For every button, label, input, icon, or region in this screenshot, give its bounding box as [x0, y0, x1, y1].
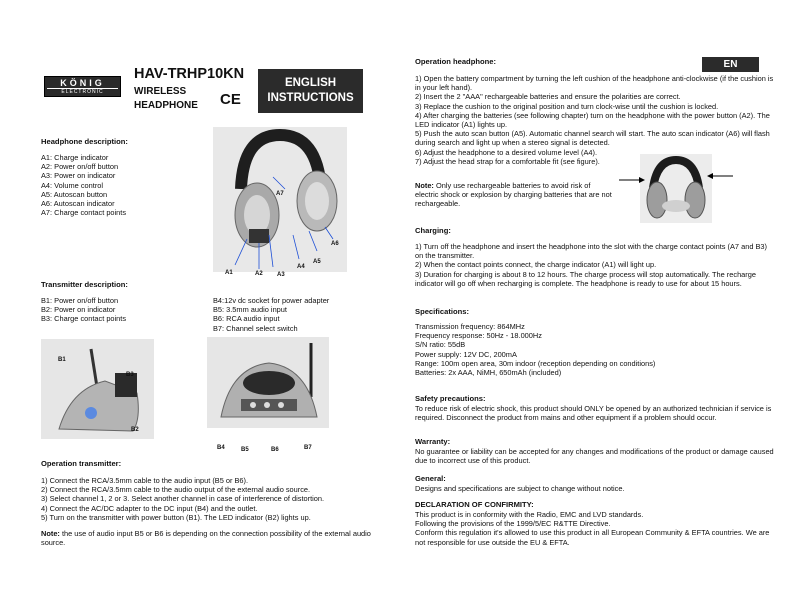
product-line2: HEADPHONE: [134, 100, 198, 111]
list-item: B1: Power on/off button: [41, 296, 119, 305]
transmitter-front-photo: [41, 339, 154, 439]
list-item: 3) Replace the cushion to the original position and turn clock-wise until the cushion is locked.: [415, 101, 719, 111]
model-number: HAV-TRHP10KN: [134, 66, 245, 82]
label-a6: A6: [331, 241, 339, 247]
note-label: Note:: [415, 181, 434, 190]
list-item: A3: Power on indicator: [41, 171, 116, 181]
transmitter-desc-left: [41, 296, 126, 324]
product-name: [134, 85, 198, 113]
list-item: B5: 3.5mm audio input: [213, 305, 287, 315]
label-a5: A5: [313, 259, 321, 265]
list-item: Frequency response: 50Hz - 18.000Hz: [415, 331, 542, 341]
label-b1: B1: [58, 357, 66, 363]
list-item: B4:12v dc socket for power adapter: [213, 296, 330, 305]
list-item: 1) Connect the RCA/3.5mm cable to the audio input (B5 or B6).: [41, 476, 249, 485]
list-item: A6: Autoscan indicator: [41, 199, 115, 209]
warranty-title: Warranty:: [415, 437, 451, 446]
list-item: Following the provisions of the 1999/5/EC R&TTE Directive.: [415, 519, 611, 529]
transmitter-desc-right: [213, 296, 329, 333]
label-b4: B4: [217, 445, 225, 451]
product-line1: WIRELESS: [134, 86, 187, 97]
list-item: S/N ratio: 55dB: [415, 340, 466, 350]
op-transmitter-title: Operation transmitter:: [41, 459, 122, 468]
list-item: 1) Open the battery compartment by turning the left cushion of the headphone anti-clockwise (if the cushion is in your left hand).: [415, 74, 774, 93]
specs-list: [415, 322, 655, 377]
list-item: Power supply: 12V DC, 200mA: [415, 349, 517, 359]
english-instructions-box: [258, 69, 363, 113]
list-item: 2) Insert the 2 "AAA" rechargeable batteries and ensure the polarities are correct.: [415, 92, 681, 102]
konig-logo: [44, 76, 121, 97]
list-item: Conform this regulation it's allowed to use this product in all European Community & EFTA countries. We are not responsible for use outside the EU & EFTA.: [415, 528, 770, 547]
list-item: 7) Adjust the head strap for a comfortable fit (see figure).: [415, 156, 600, 166]
list-item: A7: Charge contact points: [41, 208, 127, 218]
list-item: B2: Power on indicator: [41, 305, 116, 315]
conformity-text: [415, 510, 777, 547]
headphone-desc-title: Headphone description:: [41, 137, 128, 146]
label-b3: B3: [126, 372, 134, 378]
op-headphone-title: Operation headphone:: [415, 57, 497, 66]
op-transmitter-note: [41, 529, 386, 547]
safety-text: To reduce risk of electric shock, this product should ONLY be opened by an authorized technician if service is required. Disconnect the product from mains and other equipment if a problem should occur.: [415, 404, 772, 423]
label-a2: A2: [255, 271, 263, 277]
label-a3: A3: [277, 272, 285, 278]
warranty-text: No guarantee or liability can be accepted for any changes and modifications of the product or damage caused due to incorrect use of this product.: [415, 447, 774, 466]
transmitter-desc-title: Transmitter description:: [41, 280, 128, 289]
list-item: A2: Power on/off button: [41, 162, 119, 172]
general-title: General:: [415, 474, 446, 483]
headstrap-figure: [617, 154, 735, 223]
list-item: 2) Connect the RCA/3.5mm cable to the audio output of the external audio source.: [41, 485, 311, 495]
list-item: 4) After charging the batteries (see following chapter) turn on the headphone with the power button (A2). The LED indicator (A1) lights up.: [415, 110, 770, 130]
label-b5: B5: [241, 447, 249, 453]
transmitter-back-photo: [207, 337, 329, 428]
headphone-desc-list: [41, 153, 126, 217]
list-item: 3) Select channel 1, 2 or 3. Select another channel in case of interference of distortion.: [41, 494, 325, 504]
list-item: 5) Push the auto scan button (A5). Automatic channel search will start. The auto scan indicator (A6) will flash during search and light up when a stereo signal is detected.: [415, 129, 770, 148]
general-text: Designs and specifications are subject to change without notice.: [415, 484, 625, 493]
label-b2: B2: [131, 427, 139, 433]
list-item: Transmission frequency: 864MHz: [415, 322, 525, 331]
list-item: 4) Connect the AC/DC adapter to the DC input (B4) and the outlet.: [41, 503, 258, 513]
op-headphone-steps: [415, 74, 777, 166]
ce-mark: CE: [220, 91, 241, 108]
op-transmitter-steps: [41, 476, 324, 522]
safety-title: Safety precautions:: [415, 394, 486, 403]
label-a7: A7: [276, 191, 284, 197]
list-item: A4: Volume control: [41, 180, 104, 190]
list-item: B3: Charge contact points: [41, 314, 127, 324]
op-headphone-note: [415, 181, 613, 209]
note-text: the use of audio input B5 or B6 is depending on the connection possibility of the external audio source.: [41, 529, 371, 548]
list-item: 3) Duration for charging is about 8 to 12 hours. The charge process will stop automatically. The recharge indicator will go off when recharging is complete. The headphone is ready to use for about 15 hours.: [415, 269, 756, 288]
list-item: B6: RCA audio input: [213, 314, 280, 324]
en-language-tab: EN: [702, 57, 759, 72]
instructions-line2: INSTRUCTIONS: [267, 92, 354, 104]
list-item: Batteries: 2x AAA, NiMH, 650mAh (included): [415, 368, 562, 378]
label-a4: A4: [297, 264, 305, 270]
list-item: B7: Channel select switch: [213, 323, 298, 333]
headphone-photo: [213, 127, 347, 272]
charging-steps: [415, 242, 777, 288]
list-item: 1) Turn off the headphone and insert the headphone into the slot with the charge contact points (A7 and B3) on the transmitter.: [415, 242, 767, 261]
instructions-line1: ENGLISH: [284, 77, 337, 89]
list-item: A5: Autoscan button: [41, 189, 108, 199]
list-item: Range: 100m open area, 30m indoor (reception depending on conditions): [415, 358, 656, 368]
list-item: A1: Charge indicator: [41, 153, 109, 162]
label-a1: A1: [225, 270, 233, 276]
logo-bottom-text: ELECTRONIC: [47, 88, 118, 95]
conformity-title: DECLARATION OF CONFIRMITY:: [415, 500, 534, 509]
note-label: Note:: [41, 529, 60, 538]
list-item: 6) Adjust the headphone to a desired volume level (A4).: [415, 147, 598, 157]
logo-top-text: KÖNIG: [60, 78, 105, 88]
list-item: This product is in conformity with the Radio, EMC and LVD standards.: [415, 510, 644, 519]
charging-title: Charging:: [415, 226, 451, 235]
label-b7: B7: [304, 445, 312, 451]
label-b6: B6: [271, 447, 279, 453]
specs-title: Specifications:: [415, 307, 470, 316]
note-text: Only use rechargeable batteries to avoid risk of electric shock or explosion by charging batteries that are not rechargeable.: [415, 181, 612, 209]
list-item: 2) When the contact points connect, the charge indicator (A1) will light up.: [415, 260, 657, 270]
list-item: 5) Turn on the transmitter with power button (B1). The LED indicator (B2) lights up.: [41, 512, 311, 522]
